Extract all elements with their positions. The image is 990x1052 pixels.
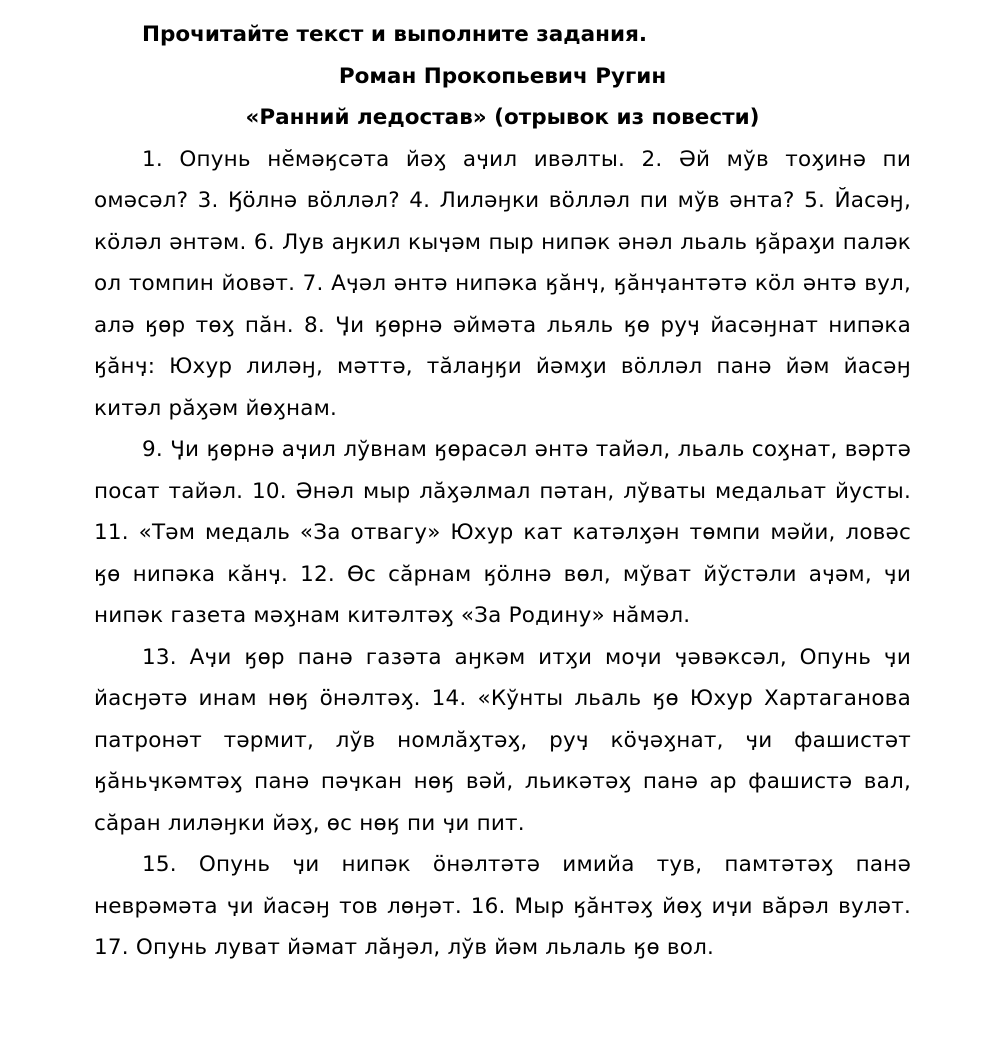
text-title: «Ранний ледостав» (отрывок из повести) (245, 105, 760, 130)
author-name: Роман Прокопьевич Ругин (338, 63, 667, 89)
paragraph-2: 9. Ӌи ӄөрнә аӌил лўвнам ӄөрасәл әнтә тайәл, льаль соӽнат, вәртә посат тайәл. 10. Әнәл мыр лăӽәлмал пәтан, лўваты медальат йусты. 11. «Тәм медаль «За отвагу» Юхур кат катәлӽән төмпи мәйи, ловәс ӄө нипәка кăнӌ. 12. Өс сăрнам ӄӧлнә вөл, мўват йўстәли аӌәм, ӌи нипәк газета мәӽнам китәлтәӽ «За Родину» нăмәл. (94, 437, 911, 628)
paragraph-1: 1. Опунь нӗмәӄсәта йәӽ аӌил ивәлты. 2. Әй мўв тоӽинә пи омәсәл? 3. Ӄӧлнә вӧлләл? 4. Лиләӈки вӧлләл пи мўв әнта? 5. Йасәӈ, кӧләл әнтәм. 6. Лув аӈкил кыӌәм пыр нипәк әнәл льаль ӄăраӽи паләк ол томпин йовәт. 7. Аӌәл әнтә нипәка ӄăнӌ, ӄăнӌантәтә кӧл әнтә вул, алә ӄөр төӽ пăн. 8. Ӌи ӄөрнә әймәта льяль ӄө руӌ йасәӈнат нипәка ӄăнӌ: Юхур лиләӈ, мәттә, тăлаӈӄи йәмӽи вӧлләл панә йәм йасәӈ китәл рăӽәм йөӽнам. (94, 146, 911, 421)
paragraph-3: 13. Аӌи ӄөр панә газәта аӈкәм итӽи моӌи ӌәвәксәл, Опунь ӌи йасӈәтә инам нөӄ ӧнәлтәӽ. 14. «Кўнты льаль ӄө Юхур Хартаганова патронәт тәрмит, лўв номлăӽтәӽ, руӌ кӧӌәӽнат, ӌи фашистәт ӄăньӌкәмтәӽ панә пәӌкан нөӄ вәй, льикәтәӽ панә ар фашистә вал, сăран лиләӈки йәӽ, өс нөӄ пи ӌи пит. (94, 644, 911, 836)
paragraph-4: 15. Опунь ӌи нипәк ӧнәлтәтә имийа тув, памтәтәӽ панә неврәмәта ӌи йасәӈ тов лөӈәт. 16. Мыр ӄăнтәӽ йөӽ иӌи вăрәл вуләт. 17. Опунь луват йәмат лăӈәл, лўв йәм льлаль ӄө вол. (94, 852, 911, 960)
task-instruction: Прочитайте текст и выполните задания. (142, 22, 648, 47)
